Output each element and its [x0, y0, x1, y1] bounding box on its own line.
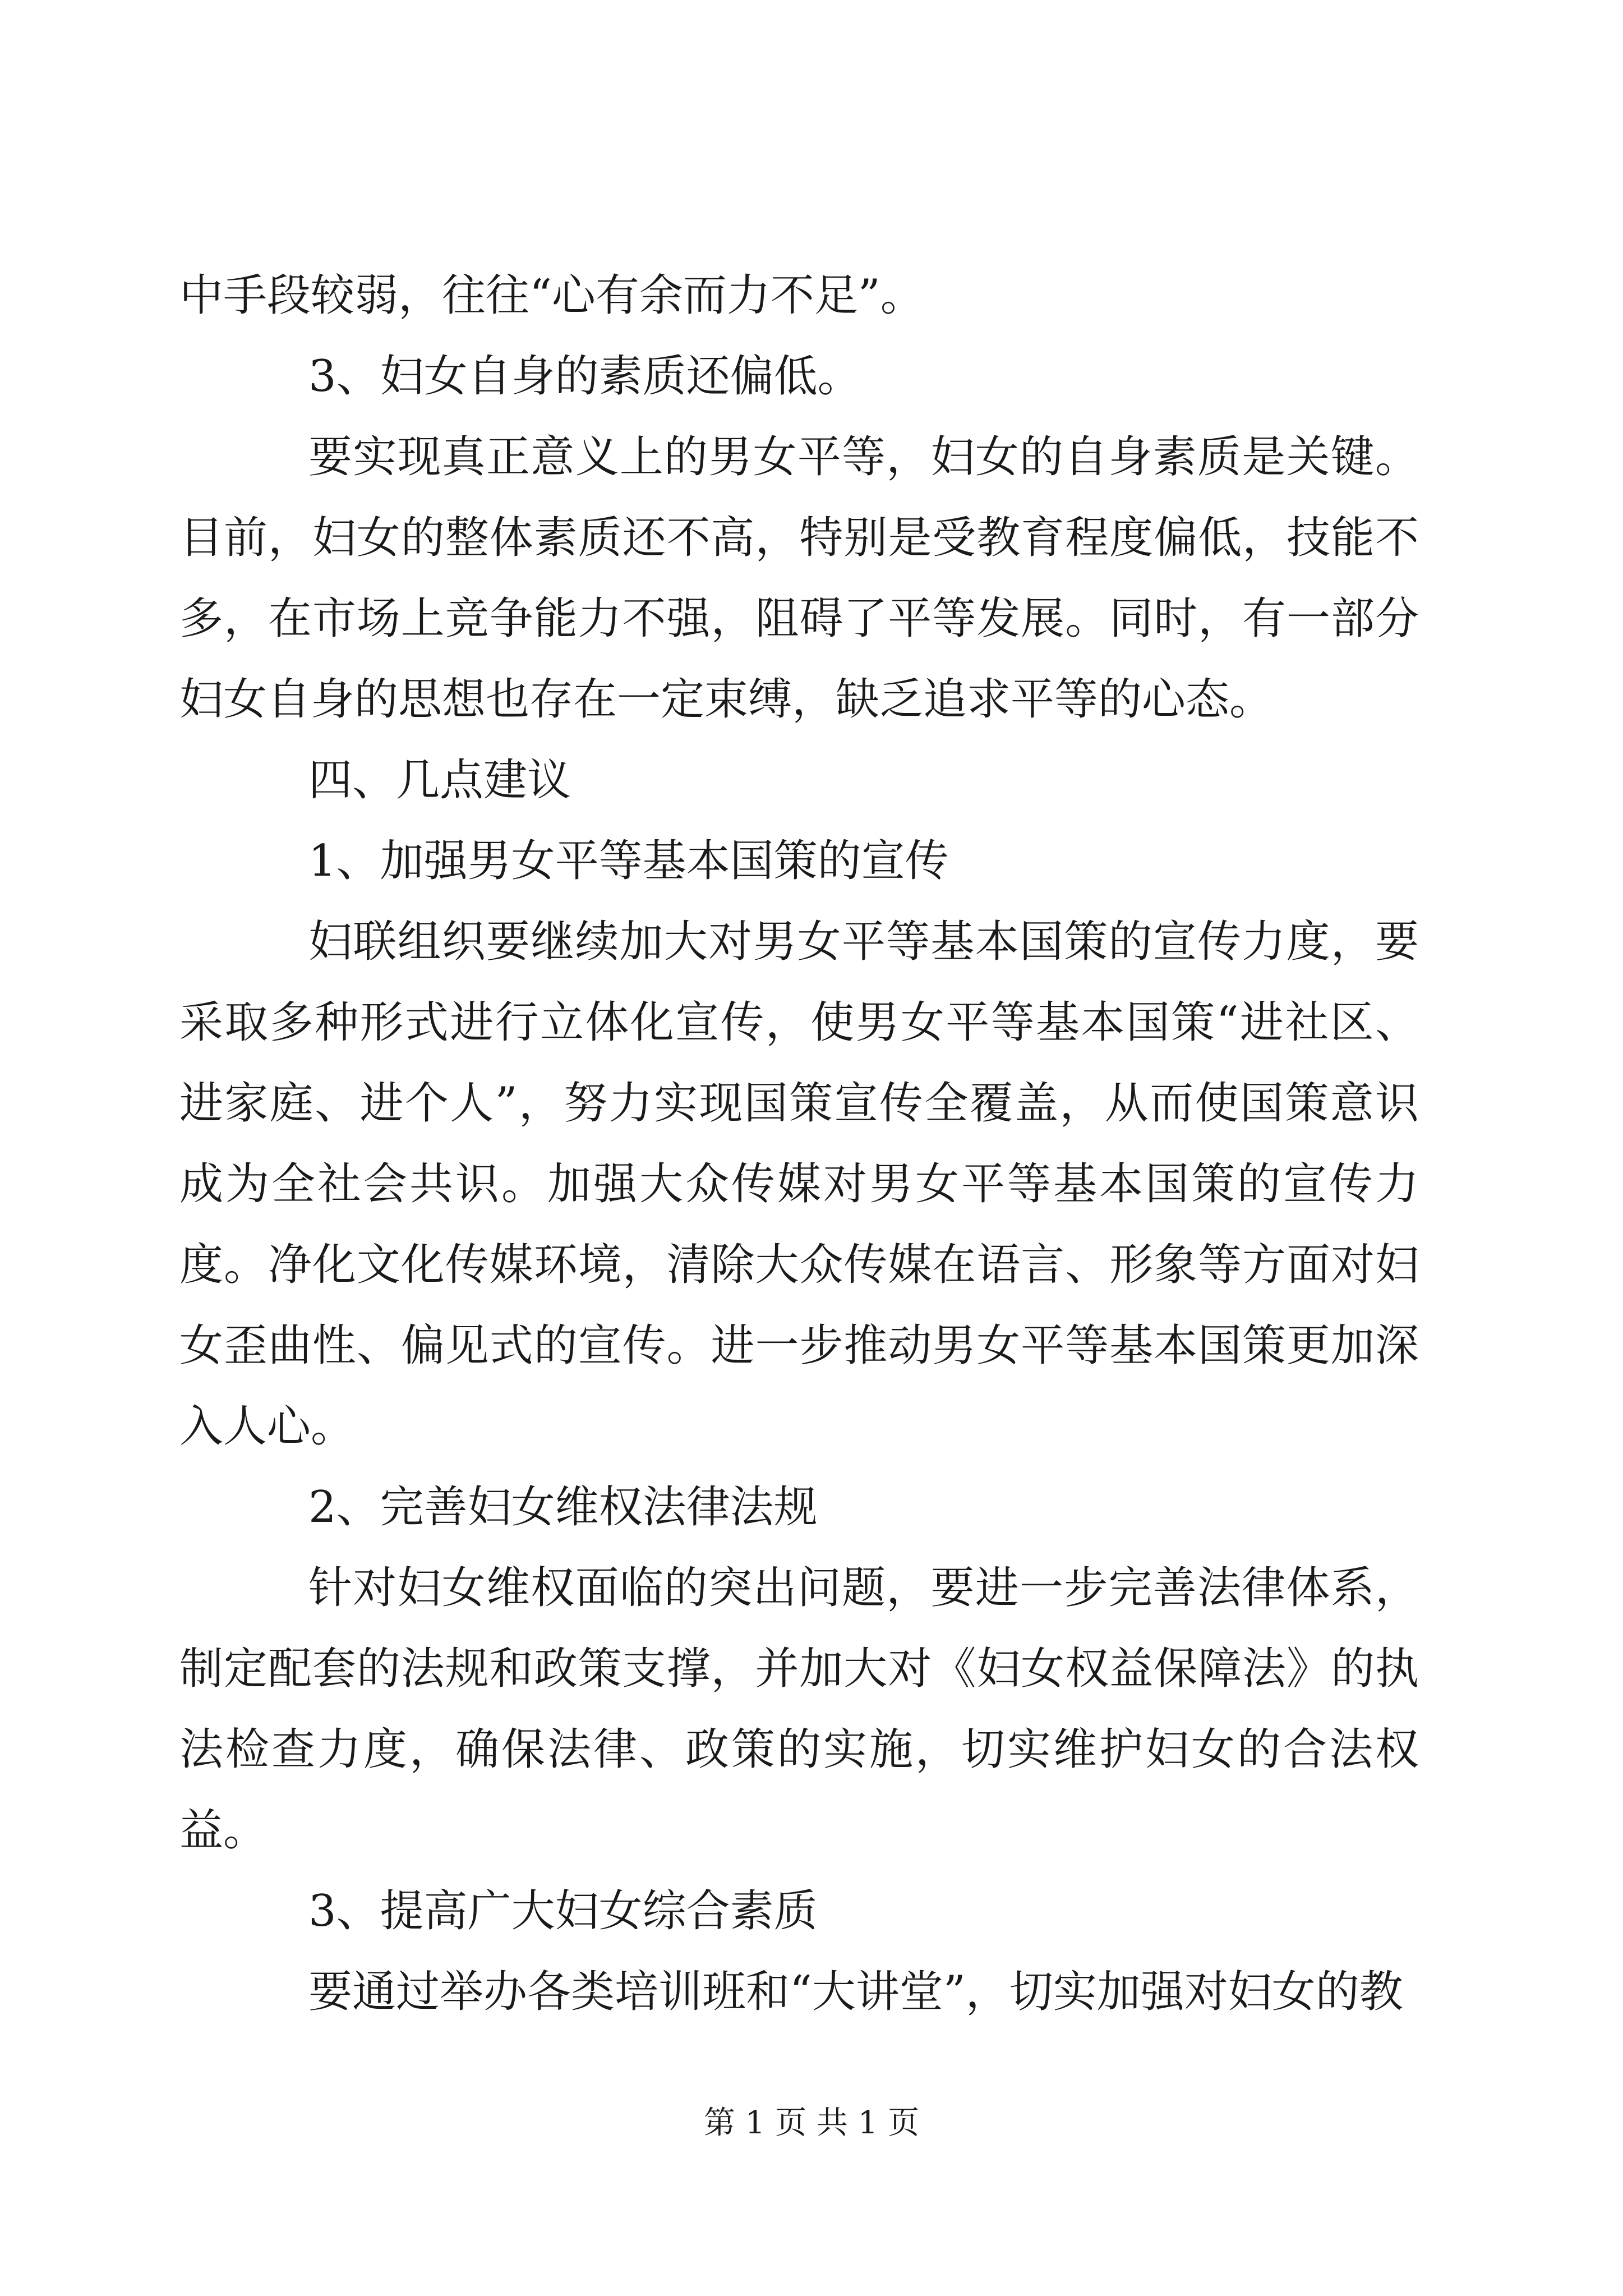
paragraph-5: 针对妇女维权面临的突出问题，要进一步完善法律体系，制定配套的法规和政策支撑，并加大对《妇女权益保障法》的执法检查力度，确保法律、政策的实施，切实维护妇女的合法权益。 — [179, 1563, 1419, 1856]
paragraph-6: 要通过举办各类培训班和“大讲堂”，切实加强对妇女的教 — [308, 1967, 1403, 2017]
subheading-1: 1、加强男女平等基本国策的宣传 — [308, 836, 949, 886]
paragraph-2: 3、妇女自身的素质还偏低。 — [308, 351, 861, 402]
subheading-2: 2、完善妇女维权法律法规 — [308, 1482, 818, 1533]
subheading-3: 3、提高广大妇女综合素质 — [308, 1886, 818, 1936]
document-body — [179, 255, 1419, 2032]
paragraph-3: 要实现真正意义上的男女平等，妇女的自身素质是关键。目前，妇女的整体素质还不高，特别是受教育程度偏低，技能不多，在市场上竞争能力不强，阻碍了平等发展。同时，有一部分妇女自身的思想也存在一定束缚，缺乏追求平等的心态。 — [179, 432, 1419, 725]
paragraph-1: 中手段较弱，往往“心有余而力不足”。 — [179, 270, 924, 321]
page-footer: 第 1 页 共 1 页 — [703, 2105, 920, 2141]
paragraph-4: 妇联组织要继续加大对男女平等基本国策的宣传力度，要采取多种形式进行立体化宣传，使男女平等基本国策“进社区、进家庭、进个人”，努力实现国策宣传全覆盖，从而使国策意识成为全社会共识。加强大众传媒对男女平等基本国策的宣传力度。净化文化传媒环境，清除大众传媒在语言、形象等方面对妇女歪曲性、偏见式的宣传。进一步推动男女平等基本国策更加深入人心。 — [179, 917, 1419, 1452]
section-heading: 四、几点建议 — [308, 755, 571, 806]
